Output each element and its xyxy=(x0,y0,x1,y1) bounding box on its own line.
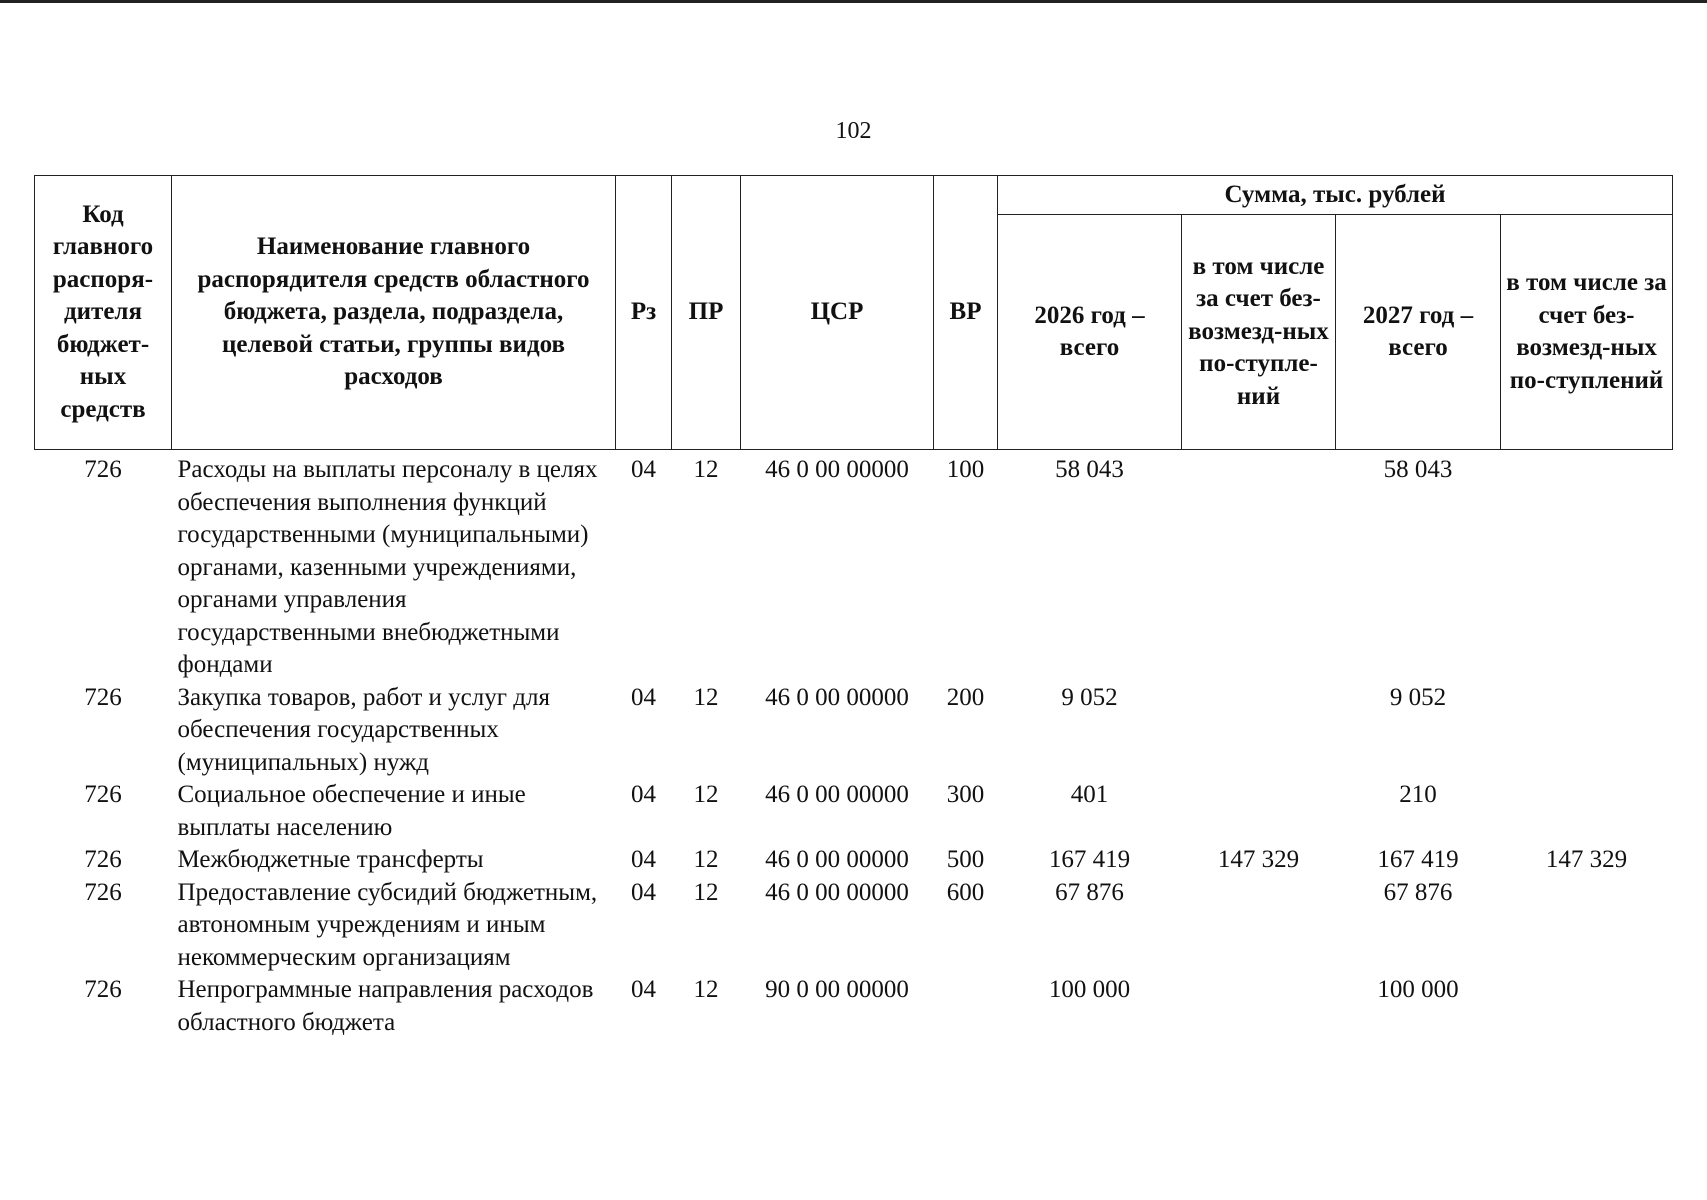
cell-name: Предоставление субсидий бюджетным, автономным учреждениям и иным некоммерческим организациям xyxy=(177,878,598,971)
cell-name: Закупка товаров, работ и услуг для обеспечения государственных (муниципальных) нужд xyxy=(177,683,550,776)
cell-csr: 90 0 00 00000 xyxy=(765,976,909,1003)
cell-rz: 04 xyxy=(631,846,656,873)
cell-2027-grants xyxy=(1501,682,1673,780)
top-rule xyxy=(0,0,1707,3)
header-rz: Рз xyxy=(616,176,672,450)
cell-csr: 46 0 00 00000 xyxy=(765,683,909,711)
cell-2027-total: 9 052 xyxy=(1389,683,1447,711)
table-row xyxy=(35,682,1673,780)
cell-pr: 12 xyxy=(693,846,719,873)
cell-csr: 46 0 00 00000 xyxy=(765,846,909,873)
table-header xyxy=(35,176,1673,450)
header-sum-title: Сумма, тыс. рублей xyxy=(998,176,1673,215)
cell-csr: 46 0 00 00000 xyxy=(765,456,909,483)
cell-vr xyxy=(934,974,998,1039)
cell-2027-grants xyxy=(1501,779,1673,844)
cell-name: Межбюджетные трансферты xyxy=(177,846,484,873)
cell-2027-grants xyxy=(1501,877,1673,975)
cell-2026-grants xyxy=(1182,877,1336,975)
cell-2026-total: 100 000 xyxy=(1048,976,1131,1003)
cell-2026-grants xyxy=(1182,682,1336,780)
cell-pr: 12 xyxy=(693,456,719,483)
cell-pr: 12 xyxy=(693,976,719,1003)
cell-name: Социальное обеспечение и иные выплаты населению xyxy=(177,781,526,841)
cell-2026-grants xyxy=(1182,450,1336,682)
table-row xyxy=(35,844,1673,877)
cell-2026-grants xyxy=(1182,974,1336,1039)
cell-code: 726 xyxy=(84,878,122,906)
cell-rz: 04 xyxy=(631,683,656,711)
cell-2027-grants xyxy=(1501,450,1673,682)
header-csr: ЦСР xyxy=(741,176,934,450)
cell-code: 726 xyxy=(84,683,122,711)
cell-vr: 300 xyxy=(946,781,985,808)
cell-2026-total: 167 419 xyxy=(1048,846,1131,873)
cell-code: 726 xyxy=(84,456,122,483)
cell-vr: 500 xyxy=(946,846,985,873)
header-name: Наименование главного распорядителя средств областного бюджета, раздела, подраздела, целевой статьи, группы видов расходов xyxy=(172,176,616,450)
cell-rz: 04 xyxy=(631,976,656,1003)
page-number: 102 xyxy=(835,118,872,144)
cell-name: Непрограммные направления расходов областного бюджета xyxy=(177,976,594,1036)
cell-rz: 04 xyxy=(631,781,656,808)
cell-2027-total: 67 876 xyxy=(1383,878,1453,906)
header-row-top xyxy=(35,176,1673,215)
cell-2027-grants xyxy=(1501,974,1673,1039)
cell-vr: 200 xyxy=(946,683,985,711)
cell-rz: 04 xyxy=(631,878,656,906)
cell-pr: 12 xyxy=(693,878,719,906)
cell-rz: 04 xyxy=(631,456,656,483)
cell-2027-total: 210 xyxy=(1399,781,1437,808)
cell-2026-grants: 147 329 xyxy=(1217,846,1300,873)
header-code: Код главного распоря-дителя бюджет-ных средств xyxy=(35,176,172,450)
cell-vr: 100 xyxy=(946,456,985,483)
cell-vr: 600 xyxy=(946,878,985,906)
cell-2026-grants xyxy=(1182,779,1336,844)
cell-csr: 46 0 00 00000 xyxy=(765,781,909,808)
header-2027-grants: в том числе за счет без-возмезд-ных по-ступлений xyxy=(1501,215,1673,450)
header-2026-total: 2026 год – всего xyxy=(998,215,1182,450)
cell-name: Расходы на выплаты персоналу в целях обеспечения выполнения функций государственными (муниципальными) органами, казенными учреждениями, органами управления государственными внебюджетными фондами xyxy=(177,456,598,678)
header-2026-grants: в том числе за счет без-возмезд-ных по-ступле-ний xyxy=(1182,215,1336,450)
table-body xyxy=(35,450,1673,1040)
header-2027-total: 2027 год – всего xyxy=(1336,215,1501,450)
table-row xyxy=(35,450,1673,682)
table-row xyxy=(35,779,1673,844)
cell-2027-total: 167 419 xyxy=(1377,846,1459,873)
cell-2027-grants: 147 329 xyxy=(1545,846,1628,873)
cell-2026-total: 67 876 xyxy=(1055,878,1124,906)
table-row xyxy=(35,877,1673,975)
cell-code: 726 xyxy=(84,781,122,808)
cell-2027-total: 100 000 xyxy=(1377,976,1459,1003)
cell-2027-total: 58 043 xyxy=(1383,456,1453,483)
cell-2026-total: 401 xyxy=(1070,781,1109,808)
header-vr: ВР xyxy=(934,176,998,450)
cell-code: 726 xyxy=(84,846,122,873)
cell-code: 726 xyxy=(84,976,122,1003)
cell-2026-total: 9 052 xyxy=(1061,683,1118,711)
budget-table xyxy=(34,175,1673,1039)
cell-pr: 12 xyxy=(693,683,719,711)
cell-csr: 46 0 00 00000 xyxy=(765,878,909,906)
table-row xyxy=(35,974,1673,1039)
header-pr: ПР xyxy=(672,176,741,450)
cell-2026-total: 58 043 xyxy=(1055,456,1124,483)
cell-pr: 12 xyxy=(693,781,719,808)
